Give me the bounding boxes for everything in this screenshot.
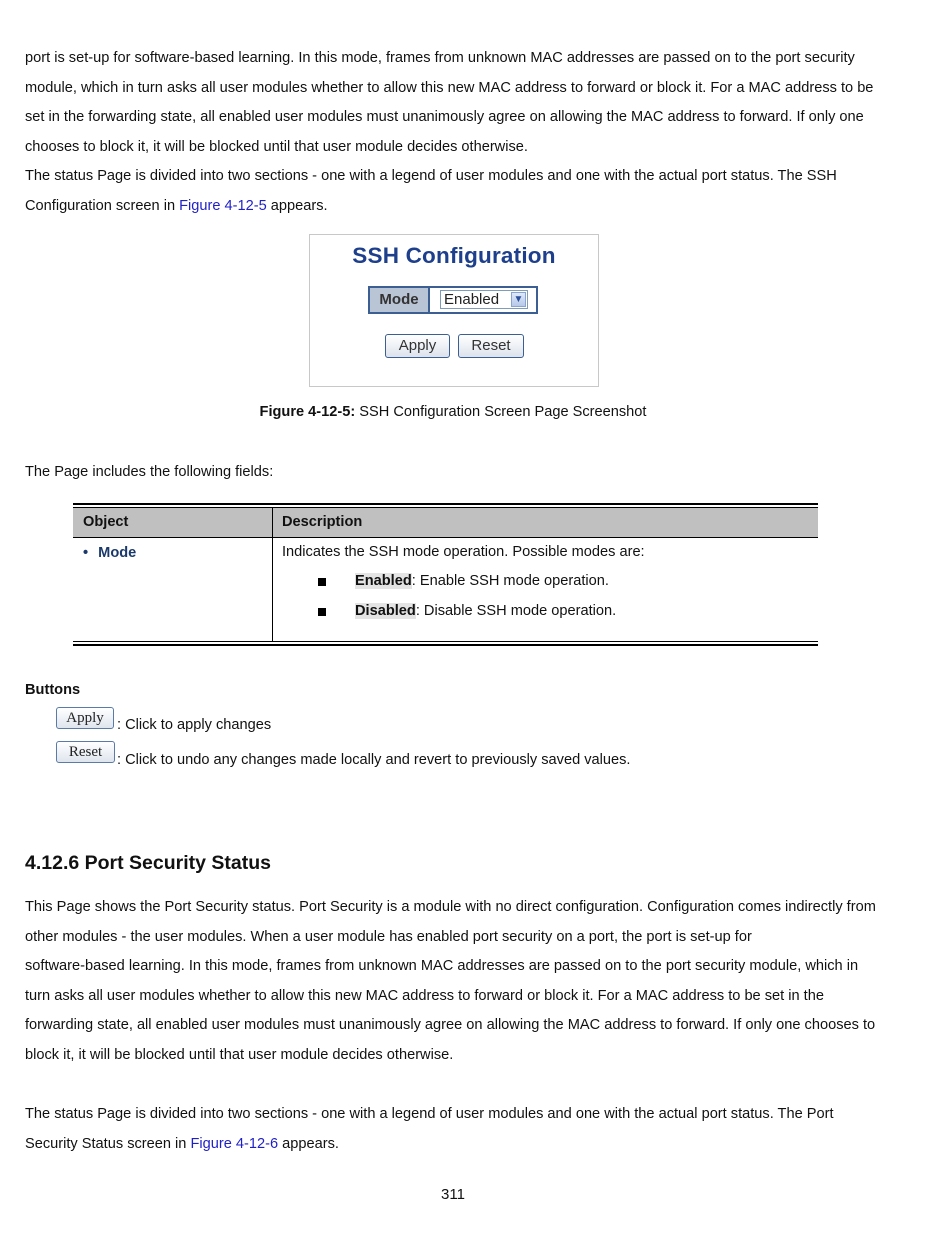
table-header	[73, 508, 818, 538]
chevron-down-icon[interactable]: ▼	[511, 292, 526, 307]
paragraph-line: forwarding state, all enabled user modules must unanimously agree on allowing the MAC address to forward. If only one chooses to	[25, 1017, 876, 1034]
paragraph-text: appears.	[278, 1135, 339, 1152]
intro-line: chooses to block it, it will be blocked until that user module decides otherwise.	[25, 138, 528, 155]
header-object: Object	[83, 514, 129, 530]
table-border	[73, 503, 818, 505]
option-name: Disabled	[355, 603, 416, 619]
mode-select-value: Enabled	[444, 291, 500, 308]
row-description: Indicates the SSH mode operation. Possible modes are:	[282, 544, 645, 560]
mode-row	[368, 286, 538, 314]
apply-button-sample[interactable]: Apply	[56, 707, 114, 729]
port-security-paragraph	[25, 893, 905, 1071]
caption-text: SSH Configuration Screen Page Screenshot	[355, 404, 647, 420]
square-bullet-icon	[318, 578, 326, 586]
paragraph-line: turn asks all user modules whether to allow this new MAC address to forward or block it. For a MAC address to be set in the	[25, 987, 824, 1004]
section-heading: 4.12.6 Port Security Status	[25, 852, 272, 874]
header-description: Description	[282, 514, 363, 530]
page-number: 311	[441, 1186, 465, 1203]
option-enabled	[355, 573, 609, 589]
paragraph-text: Security Status screen in	[25, 1135, 191, 1152]
option-disabled	[355, 603, 616, 619]
fields-table	[73, 503, 818, 647]
figure-title: SSH Configuration	[352, 243, 556, 268]
square-bullet-icon	[318, 608, 326, 616]
intro-text: appears.	[266, 197, 328, 214]
option-desc: : Disable SSH mode operation.	[415, 603, 617, 619]
reset-button[interactable]: Reset	[458, 334, 524, 358]
object-mode: Mode	[98, 545, 137, 561]
fields-intro: The Page includes the following fields:	[25, 464, 274, 480]
table-border	[73, 641, 818, 642]
paragraph-line: other modules - the user modules. When a user module has enabled port security on a port, the port is set-up for	[25, 928, 752, 945]
caption-label: Figure 4-12-5:	[259, 404, 356, 420]
intro-line: module, which in turn asks all user modules whether to allow this new MAC address to forward or block it. For a MAC address to be	[25, 79, 874, 96]
reset-description: : Click to undo any changes made locally and revert to previously saved values.	[117, 752, 631, 768]
buttons-heading: Buttons	[25, 682, 81, 698]
table-divider	[272, 508, 273, 642]
intro-line: set in the forwarding state, all enabled user modules must unanimously agree on allowing the MAC address to forward. If only one	[25, 109, 864, 126]
ssh-configuration-figure	[309, 234, 599, 387]
intro-line	[25, 192, 905, 222]
paragraph-line	[25, 1130, 905, 1160]
figure-link[interactable]: Figure 4-12-6	[190, 1135, 279, 1152]
figure-caption	[0, 404, 906, 420]
intro-paragraph	[25, 44, 905, 222]
option-desc: : Enable SSH mode operation.	[411, 573, 609, 589]
paragraph-line: This Page shows the Port Security status. Port Security is a module with no direct configuration. Configuration comes indirectly from	[25, 899, 876, 915]
table-border	[73, 644, 818, 646]
figure-link[interactable]: Figure 4-12-5	[179, 197, 267, 214]
paragraph-line: software-based learning. In this mode, frames from unknown MAC addresses are passed on to the port security module, which in	[25, 958, 859, 975]
intro-line: The status Page is divided into two sections - one with a legend of user modules and one with the actual port status. The SSH	[25, 168, 837, 185]
table-row-object	[83, 545, 136, 561]
intro-text: Configuration screen in	[25, 197, 180, 214]
mode-label: Mode	[370, 288, 430, 312]
apply-description: : Click to apply changes	[117, 717, 272, 733]
status-paragraph	[25, 1100, 905, 1159]
option-name: Enabled	[355, 573, 412, 589]
reset-button-sample[interactable]: Reset	[56, 741, 115, 763]
intro-line: port is set-up for software-based learning. In this mode, frames from unknown MAC addresses are passed on to the port security	[25, 50, 855, 66]
paragraph-line: The status Page is divided into two sections - one with a legend of user modules and one with the actual port status. The Port	[25, 1106, 834, 1122]
bullet-icon: •	[83, 545, 89, 561]
mode-select[interactable]	[440, 290, 528, 309]
paragraph-line: block it, it will be blocked until that user module decides otherwise.	[25, 1046, 454, 1063]
apply-button[interactable]: Apply	[385, 334, 450, 358]
